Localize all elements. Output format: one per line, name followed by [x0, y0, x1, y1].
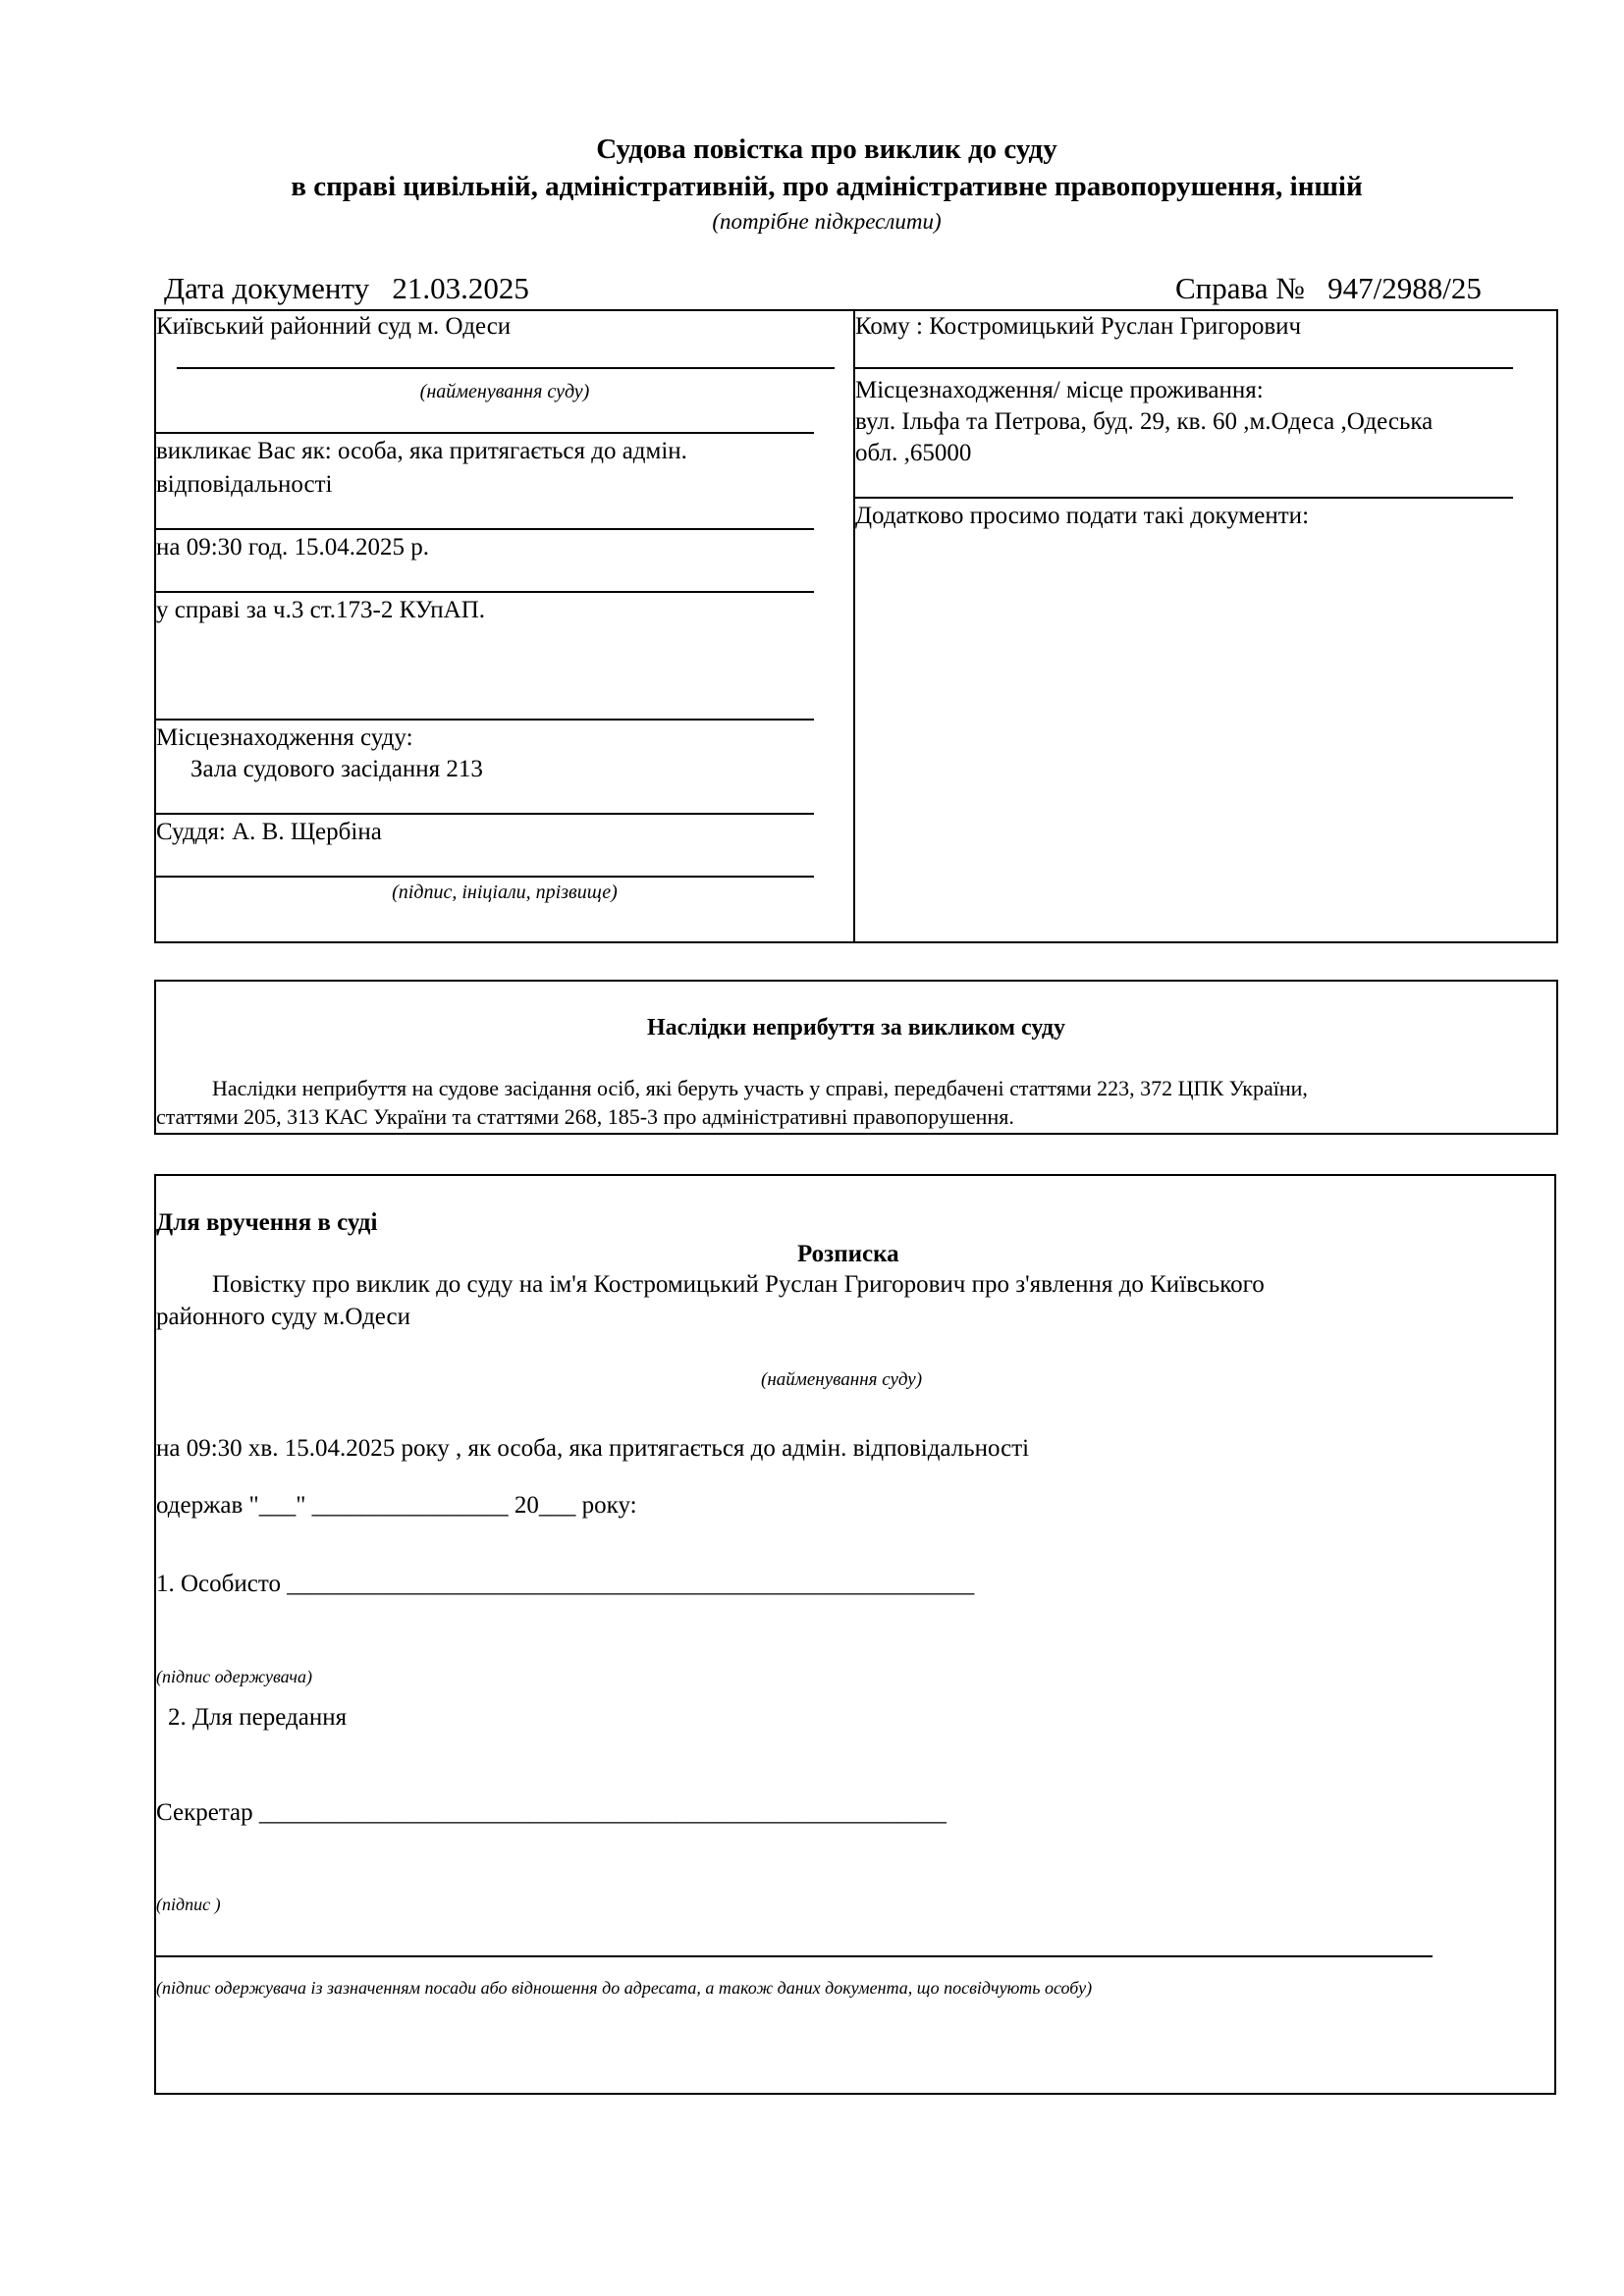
- receipt-text: Повістку про виклик до суду на ім'я Костромицький Руслан Григорович про з'явлення до Київського: [212, 1271, 1265, 1298]
- case-number-value: 947/2988/25: [1327, 271, 1482, 305]
- recipient-signature-line: [156, 1955, 1433, 1957]
- summons-title: Судова повістка про виклик до суду: [596, 133, 1057, 165]
- court-name-caption: (найменування суду): [419, 381, 590, 402]
- divider-line: [156, 719, 814, 721]
- consequences-text: Наслідки неприбуття на судове засідання осіб, які беруть участь у справі, передбачені статтями 223, 372 ЦПК України,: [212, 1076, 1308, 1100]
- receipt-text-cont: районного суду м.Одеси: [156, 1304, 410, 1330]
- divider-line: [156, 432, 814, 434]
- residence-label: Місцезнаходження/ місце проживання:: [855, 377, 1264, 403]
- consequences-text-cont: статтями 205, 313 КАС України та статтями 268, 185-3 про адміністративні правопорушення.: [156, 1104, 1014, 1129]
- recipient-name: Кому : Костромицький Руслан Григорович: [855, 313, 1302, 340]
- court-location-label: Місцезнаходження суду:: [156, 724, 413, 751]
- recipient-line: [855, 367, 1513, 369]
- divider-line: [156, 813, 814, 815]
- additional-documents: Додатково просимо подати такі документи:: [855, 503, 1310, 529]
- secretary-line: Секретар ________________________________________________________: [156, 1799, 947, 1826]
- document-date: [164, 271, 529, 306]
- case-article: у справі за ч.3 ст.173-2 КУпАП.: [156, 597, 485, 623]
- delivery-label: Для вручення в суді: [156, 1209, 378, 1236]
- court-name-line: [177, 367, 835, 369]
- divider-line: [156, 528, 814, 530]
- document-date-label: Дата документу: [164, 271, 370, 305]
- receipt-court-caption: (найменування суду): [761, 1369, 923, 1390]
- recipient-address-cont: обл. ,65000: [855, 440, 972, 466]
- case-number: [1175, 271, 1482, 306]
- judge-signature-caption: (підпис, ініціали, прізвище): [392, 881, 618, 903]
- court-name: Київський районний суд м. Одеси: [156, 313, 512, 340]
- address-line: [855, 497, 1513, 499]
- receipt-time: на 09:30 хв. 15.04.2025 року , як особа, яка притягається до адмін. відповідальності: [156, 1435, 1030, 1462]
- secretary-signature-caption: (підпис ): [156, 1895, 221, 1914]
- recipient-address: вул. Ільфа та Петрова, буд. 29, кв. 60 ,м.Одеса ,Одеська: [855, 408, 1434, 435]
- summons-role-cont: відповідальності: [156, 471, 333, 498]
- divider-line: [156, 591, 814, 593]
- summons-title-cases: в справі цивільній, адміністративній, про адміністративне правопорушення, іншій: [291, 171, 1363, 202]
- summons-role: викликає Вас як: особа, яка притягається до адмін.: [156, 438, 687, 464]
- final-signature-caption: (підпис одержувача із зазначенням посади або відношення до адресата, а також даних документа, що посвідчують особу): [156, 1978, 1093, 1998]
- court-location-value: Зала судового засідання 213: [190, 756, 483, 782]
- divider-line: [156, 876, 814, 878]
- recipient-signature-caption: (підпис одержувача): [156, 1667, 312, 1686]
- judge-name: Суддя: А. В. Щербіна: [156, 819, 382, 845]
- transfer-line: 2. Для передання: [168, 1704, 348, 1731]
- consequences-heading: Наслідки неприбуття за викликом суду: [647, 1015, 1065, 1041]
- received-date-line: одержав "___" ________________ 20___ року:: [156, 1492, 637, 1519]
- hearing-time: на 09:30 год. 15.04.2025 р.: [156, 534, 430, 561]
- document-date-value: 21.03.2025: [392, 271, 529, 305]
- receipt-heading: Розписка: [797, 1241, 899, 1267]
- summons-subtitle: (потрібне підкреслити): [712, 209, 942, 234]
- case-number-label: Справа №: [1175, 271, 1305, 305]
- personal-receipt-line: 1. Особисто ________________________________________________________: [156, 1571, 975, 1597]
